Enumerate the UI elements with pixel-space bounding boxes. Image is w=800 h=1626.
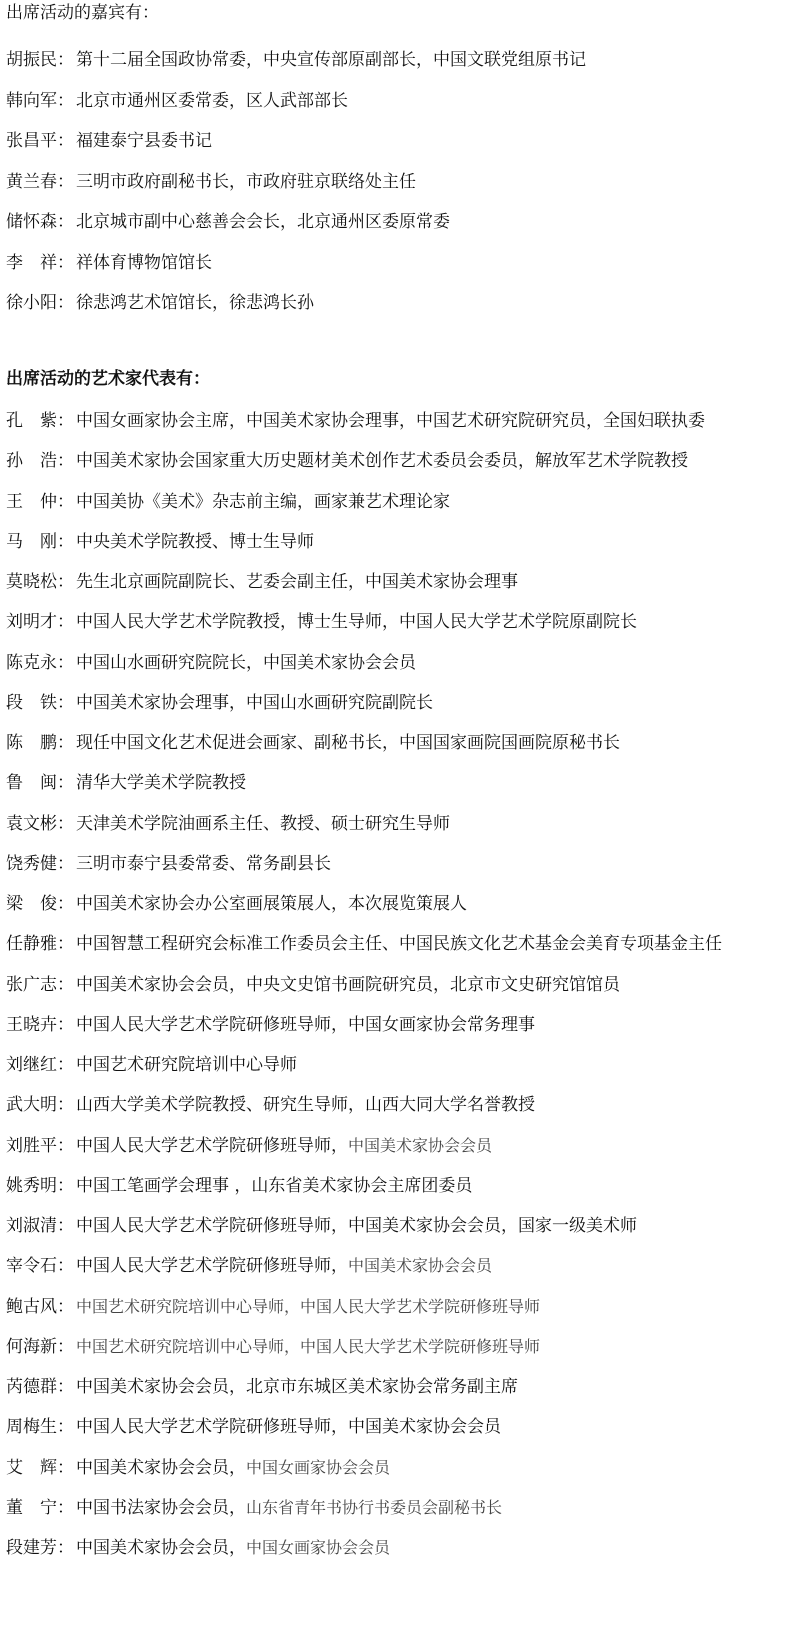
person-name: 芮德群：: [6, 1377, 74, 1397]
person-name: 胡振民：: [6, 50, 74, 70]
description-text: 中国人民大学艺术学院研修班导师，中国美术家协会会员，国家一级美术师: [76, 1216, 637, 1236]
person-title-description: [76, 1175, 472, 1197]
person-title-description: [76, 1135, 492, 1157]
artist-entry: [6, 531, 722, 571]
person-title-description: [76, 692, 433, 714]
person-title-description: [76, 1457, 390, 1479]
artist-entry: [6, 1014, 722, 1054]
person-name: 马 刚：: [6, 531, 74, 552]
person-title-description: [76, 491, 450, 513]
guest-entry: [6, 49, 586, 90]
artist-entry: [6, 813, 722, 853]
artist-entry: [6, 450, 722, 490]
description-text: 中央美术学院教授、博士生导师: [76, 531, 314, 552]
person-name: 宰令石：: [6, 1256, 74, 1277]
person-name: 饶秀健：: [6, 853, 74, 874]
person-title-description: [76, 1497, 502, 1519]
person-title-description: [76, 571, 518, 593]
description-text: 中国人民大学艺术学院研修班导师，: [76, 1256, 348, 1277]
person-title-description: [76, 933, 722, 955]
person-title-description: [76, 1014, 535, 1036]
person-title-description: [76, 252, 212, 274]
person-name: 陈 鹏：: [6, 733, 74, 753]
person-title-description: [76, 171, 416, 193]
description-text: 中国人民大学艺术学院研修班导师，中国美术家协会会员: [76, 1417, 501, 1438]
guests-section-title: 出席活动的嘉宾有：: [6, 3, 159, 23]
description-text: 北京市通州区委常委，区人武部部长: [76, 90, 348, 111]
person-name: 黄兰春：: [6, 171, 74, 192]
artist-entry: [6, 853, 722, 893]
description-text: 中国书法家协会会员，: [76, 1497, 246, 1518]
person-title-description: [76, 1296, 540, 1318]
person-name: 韩向军：: [6, 90, 74, 111]
description-text-continued: 中国艺术研究院培训中心导师，中国人民大学艺术学院研修班导师: [76, 1336, 541, 1356]
person-name: 刘明才：: [6, 612, 74, 633]
person-title-description: [76, 652, 416, 674]
person-name: 武大明：: [6, 1095, 74, 1116]
person-title-description: [76, 1255, 492, 1277]
person-name: 王晓卉：: [6, 1014, 74, 1035]
person-title-description: [76, 1376, 518, 1398]
description-text: 中国美术家协会理事，中国山水画研究院副院长: [76, 692, 433, 713]
person-name: 张昌平：: [6, 131, 74, 151]
person-name: 陈克永：: [6, 652, 74, 673]
person-title-description: [76, 450, 688, 472]
description-text: 北京城市副中心慈善会会长，北京通州区委原常委: [76, 212, 450, 232]
person-name: 梁 俊：: [6, 894, 74, 914]
person-title-description: [76, 49, 586, 71]
artist-entry: [6, 1497, 722, 1537]
description-text: 福建泰宁县委书记: [76, 131, 212, 151]
artist-entry: [6, 410, 722, 450]
artist-entry: [6, 933, 722, 973]
description-text: 天津美术学院油画系主任、教授、硕士研究生导师: [76, 813, 450, 834]
person-name: 何海新：: [6, 1336, 74, 1357]
person-name: 董 宁：: [6, 1497, 74, 1518]
guest-entry: [6, 90, 586, 131]
person-title-description: [76, 732, 620, 754]
description-text-continued: 山东省青年书协行书委员会副秘书长: [246, 1497, 503, 1517]
artist-entry: [6, 732, 722, 772]
person-title-description: [76, 772, 246, 794]
person-name: 李 祥：: [6, 252, 74, 273]
description-text: 中国智慧工程研究会标准工作委员会主任、中国民族文化艺术基金会美育专项基金主任: [76, 934, 722, 955]
artist-entry: [6, 692, 722, 732]
person-title-description: [76, 853, 331, 875]
artist-entry: [6, 772, 722, 812]
guest-entry: [6, 252, 586, 293]
guest-entry: [6, 171, 586, 212]
description-text: 中国美术家协会会员，: [76, 1538, 246, 1558]
description-text-continued: 中国女画家协会会员: [246, 1457, 391, 1477]
artist-entry: [6, 571, 722, 611]
description-text: 中国美术家协会会员，北京市东城区美术家协会常务副主席: [76, 1377, 518, 1397]
artist-entry: [6, 1537, 722, 1577]
person-title-description: [76, 813, 450, 835]
artist-entry: [6, 491, 722, 531]
person-title-description: [76, 1094, 535, 1116]
description-text: 先生北京画院副院长、艺委会副主任，中国美术家协会理事: [76, 572, 518, 592]
person-name: 鲍古风：: [6, 1296, 74, 1317]
description-text: 中国美术家协会会员，: [76, 1457, 246, 1478]
description-text: 中国工笔画学会理事 ，山东省美术家协会主席团委员: [76, 1175, 473, 1196]
description-text: 中国女画家协会主席，中国美术家协会理事，中国艺术研究院研究员，全国妇联执委: [76, 411, 705, 431]
person-name: 刘淑清：: [6, 1216, 74, 1236]
artist-entry: [6, 611, 722, 651]
person-name: 张广志：: [6, 974, 74, 995]
artist-entry: [6, 1296, 722, 1336]
artists-section-title: 出席活动的艺术家代表有：: [6, 369, 210, 389]
person-name: 段建芳：: [6, 1538, 74, 1558]
description-text: 三明市政府副秘书长，市政府驻京联络处主任: [76, 171, 416, 192]
artist-entry: [6, 1336, 722, 1376]
guest-entry: [6, 130, 586, 171]
artist-entry: [6, 974, 722, 1014]
person-name: 莫晓松：: [6, 572, 74, 592]
person-name: 刘胜平：: [6, 1135, 74, 1156]
person-title-description: [76, 974, 620, 996]
person-title-description: [76, 1215, 637, 1237]
person-title-description: [76, 90, 348, 112]
artist-entry: [6, 1457, 722, 1497]
description-text: 中国人民大学艺术学院研修班导师，中国女画家协会常务理事: [76, 1014, 535, 1035]
artists-list: [6, 410, 722, 1577]
description-text: 中国山水画研究院院长，中国美术家协会会员: [76, 652, 416, 673]
person-title-description: [76, 531, 314, 553]
description-text: 徐悲鸿艺术馆馆长，徐悲鸿长孙: [76, 293, 314, 313]
person-title-description: [76, 410, 705, 432]
description-text: 祥体育博物馆馆长: [76, 252, 212, 273]
artist-entry: [6, 893, 722, 933]
person-name: 任静雅：: [6, 934, 74, 955]
description-text: 中国艺术研究院培训中心导师: [76, 1055, 297, 1075]
person-name: 段 铁：: [6, 692, 74, 713]
person-title-description: [76, 211, 450, 233]
person-name: 鲁 闽：: [6, 773, 74, 794]
artist-entry: [6, 1215, 722, 1255]
person-title-description: [76, 1054, 297, 1076]
description-text: 中国人民大学艺术学院教授，博士生导师，中国人民大学艺术学院原副院长: [76, 612, 637, 633]
person-name: 储怀森：: [6, 212, 74, 232]
person-name: 刘继红：: [6, 1055, 74, 1075]
description-text: 中国美术家协会国家重大历史题材美术创作艺术委员会委员，解放军艺术学院教授: [76, 451, 688, 472]
guests-list: [6, 49, 586, 333]
description-text-continued: 中国女画家协会会员: [246, 1538, 391, 1557]
artist-entry: [6, 1416, 722, 1456]
description-text: 三明市泰宁县委常委、常务副县长: [76, 853, 331, 874]
person-name: 孙 浩：: [6, 451, 74, 472]
artist-entry: [6, 1175, 722, 1215]
description-text-continued: 中国美术家协会会员: [348, 1135, 493, 1155]
person-name: 袁文彬：: [6, 813, 74, 834]
description-text: 中国美术家协会办公室画展策展人，本次展览策展人: [76, 894, 467, 914]
person-title-description: [76, 130, 212, 152]
person-title-description: [76, 292, 314, 314]
artist-entry: [6, 1255, 722, 1295]
artist-entry: [6, 1094, 722, 1134]
description-text-continued: 中国美术家协会会员: [348, 1256, 493, 1276]
artist-entry: [6, 1135, 722, 1175]
description-text-continued: 中国艺术研究院培训中心导师，中国人民大学艺术学院研修班导师: [76, 1296, 541, 1316]
description-text: 现任中国文化艺术促进会画家、副秘书长，中国国家画院国画院原秘书长: [76, 733, 620, 753]
person-title-description: [76, 1416, 501, 1438]
artist-entry: [6, 1376, 722, 1416]
artist-entry: [6, 1054, 722, 1094]
person-title-description: [76, 893, 467, 915]
description-text: 中国美协《美术》杂志前主编，画家兼艺术理论家: [76, 491, 450, 512]
artist-entry: [6, 652, 722, 692]
person-name: 徐小阳：: [6, 293, 74, 313]
description-text: 第十二届全国政协常委，中央宣传部原副部长，中国文联党组原书记: [76, 50, 586, 70]
person-name: 周梅生：: [6, 1417, 74, 1438]
guest-entry: [6, 211, 586, 252]
person-title-description: [76, 1537, 390, 1559]
guest-entry: [6, 292, 586, 333]
description-text: 中国美术家协会会员，中央文史馆书画院研究员，北京市文史研究馆馆员: [76, 974, 620, 995]
person-title-description: [76, 611, 637, 633]
description-text: 山西大学美术学院教授、研究生导师，山西大同大学名誉教授: [76, 1095, 535, 1116]
person-name: 姚秀明：: [6, 1175, 74, 1196]
person-title-description: [76, 1336, 540, 1358]
person-name: 孔 紫：: [6, 411, 74, 431]
person-name: 艾 辉：: [6, 1457, 74, 1478]
description-text: 中国人民大学艺术学院研修班导师，: [76, 1135, 348, 1156]
description-text: 清华大学美术学院教授: [76, 773, 246, 794]
person-name: 王 仲：: [6, 491, 74, 512]
